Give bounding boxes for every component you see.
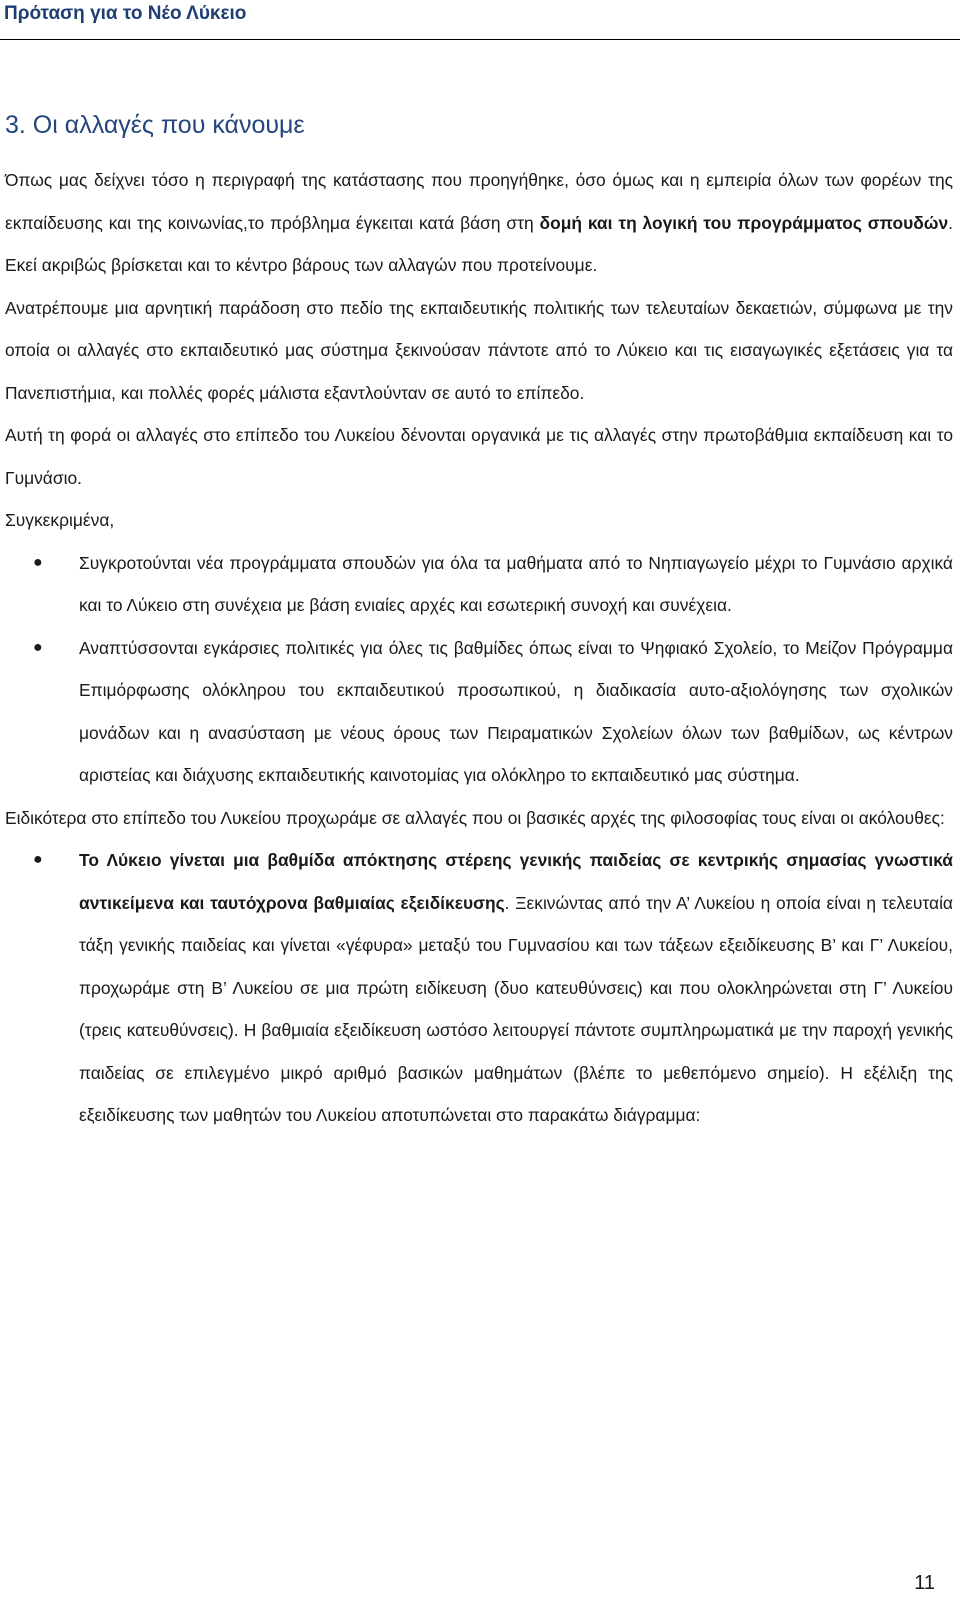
paragraph-lyceum-principles: Ειδικότερα στο επίπεδο του Λυκείου προχωράμε σε αλλαγές που οι βασικές αρχές της φιλοσοφίας τους είναι οι ακόλουθες: <box>5 807 945 828</box>
bullet-icon: ● <box>33 553 43 571</box>
document-body <box>5 159 953 1137</box>
list-item-text <box>79 839 953 1137</box>
paragraph-text: . Εκεί ακριβώς βρίσκεται και το κέντρο βάρους των αλλαγών που προτείνουμε. <box>5 212 953 275</box>
list-item-text: Συγκροτούνται νέα προγράμματα σπουδών για όλα τα μαθήματα από το Νηπιαγωγείο μέχρι το Γυμνάσιο αρχικά και το Λύκειο στη συνέχεια με βάση ενιαίες αρχές και εσωτερική συνοχή και συνέχεια. <box>79 552 953 615</box>
page-header <box>0 0 960 40</box>
list-item <box>5 542 953 627</box>
bullet-list-lyceum <box>5 839 953 1137</box>
list-item-emphasis: Το Λύκειο γίνεται μια βαθμίδα απόκτησης στέρεης γενικής παιδείας σε κεντρικής σημασίας γνωστικά αντικείμενα και ταυτόχρονα βαθμιαίας εξειδίκευσης <box>79 850 953 913</box>
bullet-icon: ● <box>33 851 43 868</box>
page-number: 11 <box>914 1572 935 1594</box>
list-item <box>5 839 953 1137</box>
paragraph-text: Όπως μας δείχνει τόσο η περιγραφή της κατάστασης που προηγήθηκε, όσο όμως και η εμπειρία όλων των φορέων της εκπαίδευσης και της κοινωνίας,το πρόβλημα έγκειται κατά βάση στη <box>5 170 953 233</box>
paragraph-emphasis: δομή και τη λογική του προγράμματος σπουδών <box>539 212 949 233</box>
list-item-body: . Ξεκινώντας από την Α’ Λυκείου η οποία είναι η τελευταία τάξη γενικής παιδείας και γίνεται «γέφυρα» μεταξύ του Γυμνασίου και των τάξεων εξειδίκευσης Β’ και Γ’ Λυκείου, προχωράμε στη Β’ Λυκείου σε μια πρώτη ειδίκευση (δυο κατευθύνσεις) και που ολοκληρώνεται στη Γ’ Λυκείου (τρεις κατευθύνσεις). Η βαθμιαία εξειδίκευση ωστόσο λειτουργεί πάντοτε συμπληρωματικά με την παροχή γενικής παιδείας σε επιλεγμένο μικρό αριθμό βασικών μαθημάτων (βλέπε το μεθεπόμενο σημείο). Η εξέλιξη της εξειδίκευσης των μαθητών του Λυκείου αποτυπώνεται στο παρακάτω διάγραμμα: <box>79 892 953 1125</box>
list-item <box>5 627 953 797</box>
list-item-text: Αναπτύσσονται εγκάρσιες πολιτικές για όλες τις βαθμίδες όπως είναι το Ψηφιακό Σχολείο, το Μείζον Πρόγραμμα Επιμόρφωσης ολόκληρου του εκπαιδευτικού προσωπικού, η διαδικασία αυτο-αξιολόγησης των σχολικών μονάδων και η ανασύσταση με νέους όρους των Πειραματικών Σχολείων όλων των βαθμίδων, ως κέντρων αριστείας και διάχυσης εκπαιδευτικής καινοτομίας για ολόκληρο το εκπαιδευτικό μας σύστημα. <box>79 637 953 785</box>
bullet-icon: ● <box>33 638 43 656</box>
paragraph-tradition: Ανατρέπουμε μια αρνητική παράδοση στο πεδίο της εκπαιδευτικής πολιτικής των τελευταίων δεκαετιών, σύμφωνα με την οποία οι αλλαγές στο εκπαιδευτικό μας σύστημα ξεκινούσαν πάντοτε από το Λύκειο και τις εισαγωγικές εξετάσεις για τα Πανεπιστήμια, και πολλές φορές μάλιστα εξαντλούνταν σε αυτό το επίπεδο. <box>5 297 953 403</box>
paragraph-intro <box>5 159 953 287</box>
bullet-list-general <box>5 542 953 797</box>
paragraph-this-time: Αυτή τη φορά οι αλλαγές στο επίπεδο του Λυκείου δένονται οργανικά με τις αλλαγές στην πρωτοβάθμια εκπαίδευση και το Γυμνάσιο. <box>5 425 953 488</box>
document-title: Πρόταση για το Νέο Λύκειο <box>4 3 247 24</box>
section-heading: 3. Οι αλλαγές που κάνουμε <box>5 111 305 139</box>
paragraph-specifically: Συγκεκριμένα, <box>5 510 115 530</box>
